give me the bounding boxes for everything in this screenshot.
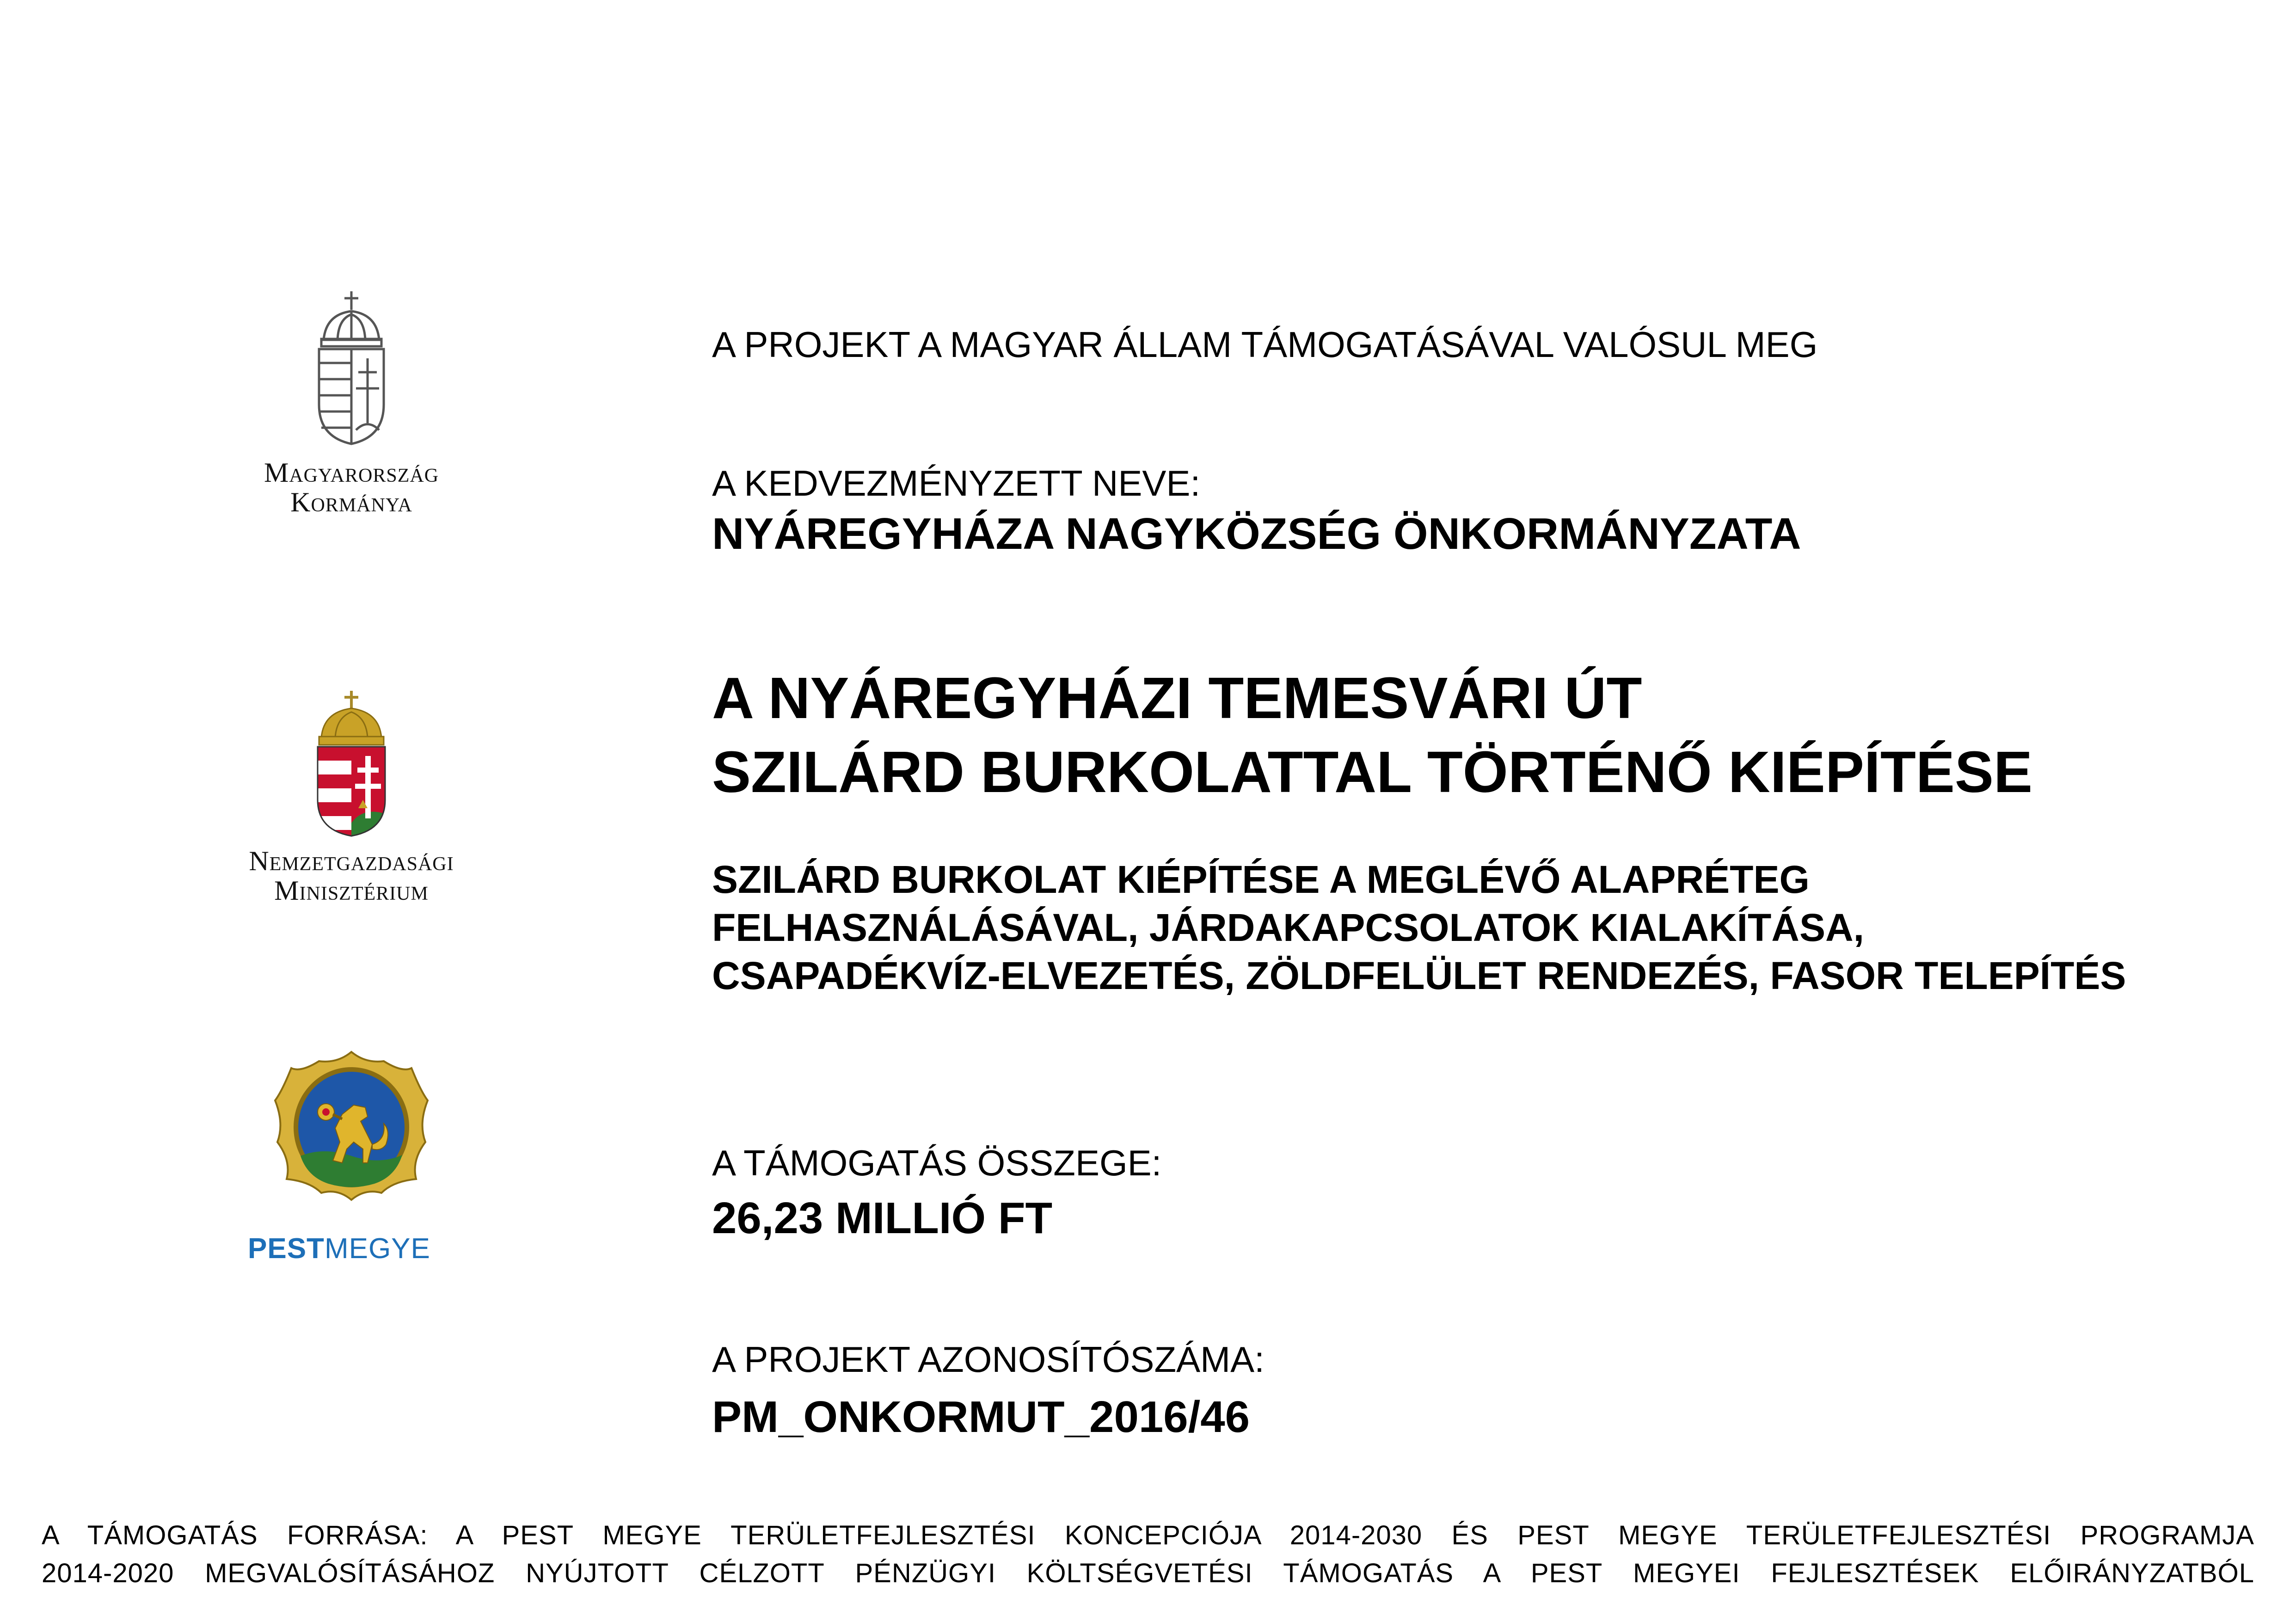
- project-title: [712, 661, 2032, 809]
- beneficiary-name: NYÁREGYHÁZA NAGYKÖZSÉG ÖNKORMÁNYZATA: [712, 509, 1801, 559]
- pest-logotype-light: MEGYE: [324, 1233, 430, 1265]
- footer-line1: A TÁMOGATÁS FORRÁSA: A PEST MEGYE TERÜLETFEJLESZTÉSI KONCEPCIÓJA 2014-2030 ÉS PEST MEGYE TERÜLETFEJLESZTÉSI PROGRAMJA: [42, 1520, 2254, 1550]
- amount-value: 26,23 MILLIÓ FT: [712, 1193, 1053, 1243]
- government-caption-line1: Magyarország: [264, 457, 439, 488]
- project-title-line2: SZILÁRD BURKOLATTAL TÖRTÉNŐ KIÉPÍTÉSE: [712, 739, 2032, 805]
- project-description-line3: CSAPADÉKVÍZ-ELVEZETÉS, ZÖLDFELÜLET RENDEZÉS, FASOR TELEPÍTÉS: [712, 954, 2126, 997]
- project-description-line2: FELHASZNÁLÁSÁVAL, JÁRDAKAPCSOLATOK KIALAKÍTÁSA,: [712, 906, 1864, 949]
- ministry-caption-line2: Minisztérium: [274, 875, 429, 906]
- ministry-coat-of-arms-icon: [307, 689, 395, 837]
- project-title-line1: A NYÁREGYHÁZI TEMESVÁRI ÚT: [712, 665, 1642, 731]
- pest-county-coat-of-arms-icon: [273, 1050, 430, 1202]
- government-caption: [166, 458, 536, 517]
- identifier-label: A PROJEKT AZONOSÍTÓSZÁMA:: [712, 1339, 1265, 1380]
- ministry-caption-line1: Nemzetgazdasági: [249, 846, 454, 876]
- footer-line2: 2014-2020 MEGVALÓSÍTÁSÁHOZ NYÚJTOTT CÉLZOTT PÉNZÜGYI KÖLTSÉGVETÉSI TÁMOGATÁS A PEST MEGYEI FEJLESZTÉSEK ELŐIRÁNYZATBÓL: [42, 1558, 2254, 1588]
- funding-source-footer: [42, 1517, 2254, 1592]
- amount-label: A TÁMOGATÁS ÖSSZEGE:: [712, 1143, 1162, 1183]
- beneficiary-label: A KEDVEZMÉNYZETT NEVE:: [712, 463, 1201, 504]
- government-coat-of-arms-icon: [305, 289, 398, 446]
- government-caption-line2: Kormánya: [290, 487, 412, 517]
- support-statement: A PROJEKT A MAGYAR ÁLLAM TÁMOGATÁSÁVAL VALÓSUL MEG: [712, 324, 1818, 365]
- pest-logotype-bold: PEST: [248, 1233, 325, 1265]
- ministry-caption: [166, 846, 536, 905]
- identifier-value: PM_ONKORMUT_2016/46: [712, 1392, 1250, 1442]
- pest-county-logotype: [248, 1232, 430, 1265]
- project-description-line1: SZILÁRD BURKOLAT KIÉPÍTÉSE A MEGLÉVŐ ALAPRÉTEG: [712, 858, 1810, 901]
- project-description: [712, 855, 2126, 1000]
